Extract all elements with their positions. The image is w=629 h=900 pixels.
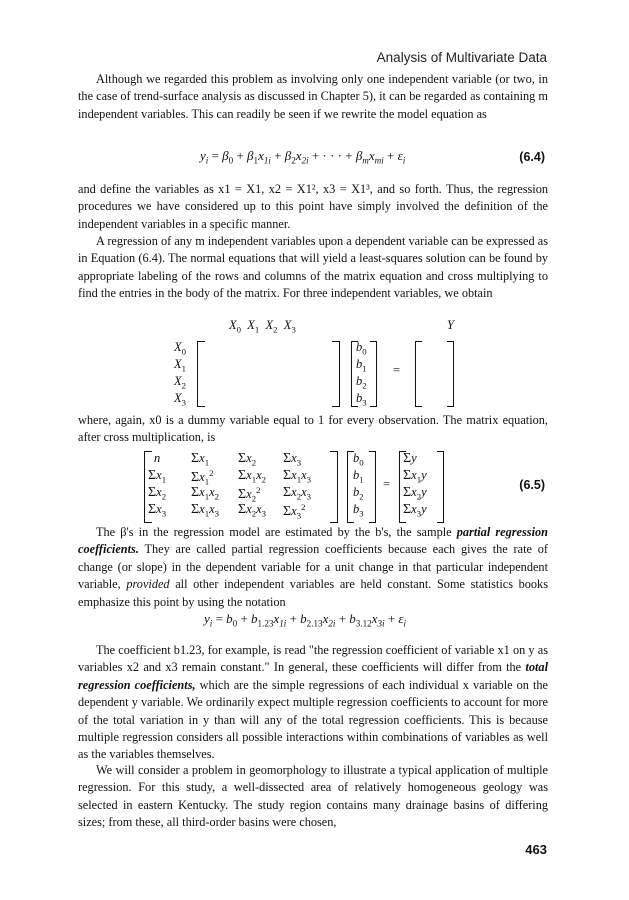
paragraph-3: A regression of any m independent variables upon a dependent variable can be expressed as in Equation (6.4). The normal equations that will yield a least-squares solution can be found by appropriate labeling of the rows and columns of the matrix equation and cross multiplying to find the entries in the body of the matrix. For three independent variables, we obtain [78,234,548,301]
paragraph-1: Although we regarded this problem as involving only one independent variable (or two, in the case of trend-surface analysis as discussed in Chapter 5), it can be regarded as containing m independent variables. This can readily be seen if we rewrite the model equation as [78,72,548,121]
paragraph-6: The coefficient b1.23, for example, is read "the regression coefficient of variable x1 on y as variables x2 and x3 remain constant." In general, these coefficients will differ from the total regression coefficients, which are the simple regressions of each individual x variable on the dependent y variable. We ordinarily expect multiple regression coefficients to account for more of the total variation in y than will any of the total regression coefficients. This is because multiple regression considers all possible interactions within combinations of variables as well as the variables themselves. [78,643,548,762]
equation-number-6-4: (6.4) [519,150,545,164]
page-number: 463 [525,842,547,857]
equation-number-6-5: (6.5) [519,478,545,492]
paragraph-2: and define the variables as x1 = X1, x2 = X1², x3 = X1³, and so forth. Thus, the regression procedures we have considered up to this point have simply involved the definition of the independent variables in a specific manner. [78,182,548,231]
equation-6-4: $y_i = \beta_0 + \beta_1x_{1i} + \beta_2x_{2i}$ + · · · + $\beta_mx_{mi} + \varepsilon_i$ [200,148,406,166]
equation-partial-notation: $y_i = b_0 + b_{1.23}x_{1i} + b_{2.13}x_{2i} + b_{3.12}x_{3i} + \varepsilon_i$ [204,611,407,629]
term-partial-regression-coefficients: partial regression coefficients. [78,525,548,557]
paragraph-5: The β's in the regression model are estimated by the b's, the sample partial regression coefficients. They are called partial regression coefficients because each gives the rate of change (or slope) in the dependent variable for a unit change in that particular independent variable, provided all other independent variables are held constant. Some statistics books emphasize this point by using the notation [78,525,548,609]
paragraph-7: We will consider a problem in geomorphology to illustrate a typical application of multiple regression. For this study, a well-dissected area of relatively homogeneous geology was selected in eastern Kentucky. The study region contains many drainage basins of differing sizes; from these, all third-order basins were chosen, [78,763,548,830]
document-page: Analysis of Multivariate Data Although we regarded this problem as involving only one independent variable (or two, in the case of trend-surface analysis as discussed in Chapter 5), it can be regarded as containing m independent variables. This can readily be seen if we rewrite the model equation as $y_i = \beta_0 + \beta_1x_{1i} + \beta_2x_{2i}$ + · · · + $\beta_mx_{mi} + \varepsilon_i$ (6.4) and define the variables as x1 = X1, x2 = X1², x3 = X1³, and so forth. Thus, the regression procedures we have considered up to this point have simply involved the definition of the independent variables in a specific manner. A regression of any m independent variables upon a dependent variable can be expressed as in Equation (6.4). The normal equations that will yield a least-squares solution can be found by appropriate labeling of the rows and columns of the matrix equation and cross multiplying to find the entries in the body of the matrix. For three independent variables, we obtain $X_0$ $X_1$ $X_2$ $X_3$ Y $X_0$ $X_1$ $X_2$ $X_3$ $b_0$ $b_1$ $b_2$ $b_3$ = where, again, x0 is a dummy variable equal to 1 for every observation. The matrix equation, after cross multiplication, is n $\Sigma x_1$ $\Sigma x_2$ $\Sigma x_3$ $\Sigma x_1$ $\Sigma x_1^2$ $\Sigma x_1x_2$ $\Sigma x_1x_3$ $\Sigma x_2$ $\Sigma x_1x_2$ $\Sigma x_2^2$ $\Sigma x_2x_3$ $\Sigma x_3$ $\Sigma x_1x_3$ $\Sigma x_2x_3$ $\Sigma x_3^2$ $b_0$ $b_1$ $b_2$ $b_3$ = Σy $\Sigma x_1y$ $\Sigma x_2y$ $\Sigma x_3y$ (6.5) The β's in the regression model are estimated by the b's, the sample partial regression coefficients. They are called partial regression coefficients because each gives the rate of change (or slope) in the dependent variable for a unit change in that particular independent variable, provided all other independent variables are held constant. Some statistics books emphasize this point by using the notation $y_i = b_0 + b_{1.23}x_{1i} + b_{2.13}x_{2i} + b_{3.12}x_{3i} + \varepsilon_i$ The coefficient b1.23, for example, is read "the regression coefficient of variable x1 on y as variables x2 and x3 remain constant." In general, these coefficients will differ from the total regression coefficients, which are the simple regressions of each individual x variable on the dependent y variable. We ordinarily expect multiple regression coefficients to account for more of the total variation in y than will any of the total regression coefficients. This is because multiple regression considers all possible interactions within combinations of variables as well as the variables themselves. We will consider a problem in geomorphology to illustrate a typical application of multiple regression. For this study, a well-dissected area of relatively homogeneous geology was selected in eastern Kentucky. The study region contains many drainage basins of differing sizes; from these, all third-order basins were chosen, 463 [78,50,548,857]
running-head: Analysis of Multivariate Data [376,50,547,65]
term-total-regression-coefficients: total regression coefficients, [78,660,548,692]
paragraph-4: where, again, x0 is a dummy variable equal to 1 for every observation. The matrix equation, after cross multiplication, is [78,413,548,445]
